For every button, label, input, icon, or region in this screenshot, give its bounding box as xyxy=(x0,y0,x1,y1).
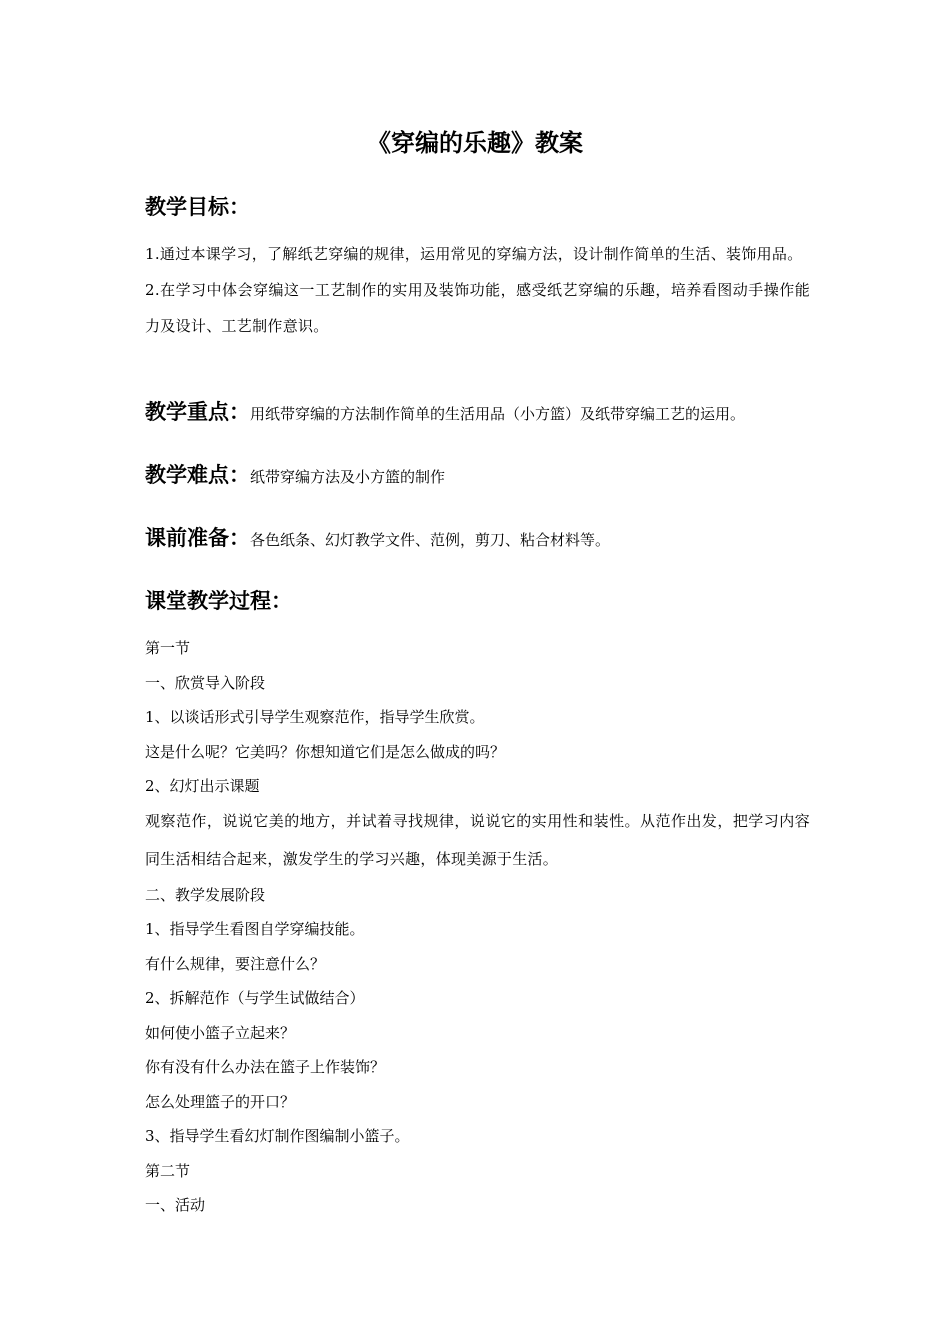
process-section xyxy=(145,586,810,616)
difficulty-text: 纸带穿编方法及小方篮的制作 xyxy=(250,468,446,486)
objective-item: 2.在学习中体会穿编这一工艺制作的实用及装饰功能，感受纸艺穿编的乐趣，培养看图动手操作能力及设计、工艺制作意识。 xyxy=(145,281,810,335)
process-line: 第一节 xyxy=(145,639,191,657)
preparation-text: 各色纸条、幻灯教学文件、范例，剪刀、粘合材料等。 xyxy=(250,531,611,549)
process-line: 怎么处理篮子的开口？ xyxy=(145,1092,296,1111)
process-line: 2、拆解范作（与学生试做结合） xyxy=(145,989,365,1007)
process-line: 2、幻灯出示课题 xyxy=(145,777,260,795)
process-line: 一、欣赏导入阶段 xyxy=(145,673,266,692)
process-paragraph: 观察范作，说说它美的地方，并试着寻找规律，说说它的实用性和装性。从范作出发，把学习内容同生活相结合起来，激发学生的学习兴趣，体现美源于生活。 xyxy=(145,811,810,868)
difficulty-label: 教学难点： xyxy=(145,463,250,487)
process-line: 如何使小篮子立起来？ xyxy=(145,1023,296,1042)
preparation-label: 课前准备： xyxy=(145,526,250,550)
process-line: 二、教学发展阶段 xyxy=(145,885,266,904)
process-line: 有什么规律，要注意什么？ xyxy=(145,954,326,973)
preparation-section xyxy=(145,522,810,552)
objectives-heading: 教学目标： xyxy=(145,195,250,219)
document-title: 《穿编的乐趣》教案 xyxy=(367,129,583,157)
process-line: 1、指导学生看图自学穿编技能。 xyxy=(145,920,365,938)
objective-item: 1.通过本课学习，了解纸艺穿编的规律，运用常见的穿编方法，设计制作简单的生活、装饰用品。 xyxy=(145,245,803,263)
process-heading: 课堂教学过程： xyxy=(145,589,292,613)
key-point-label: 教学重点： xyxy=(145,400,250,424)
objectives-section xyxy=(145,192,810,222)
key-point-section xyxy=(145,396,810,426)
key-point-text: 用纸带穿编的方法制作简单的生活用品（小方篮）及纸带穿编工艺的运用。 xyxy=(250,405,746,423)
process-line: 1、以谈话形式引导学生观察范作，指导学生欣赏。 xyxy=(145,708,485,726)
process-line: 一、活动 xyxy=(145,1196,206,1214)
process-line: 3、指导学生看幻灯制作图编制小篮子。 xyxy=(145,1127,410,1145)
process-body xyxy=(145,631,810,1223)
difficulty-section xyxy=(145,459,810,489)
process-line: 你有没有什么办法在篮子上作装饰？ xyxy=(145,1058,386,1076)
objectives-list xyxy=(145,236,810,344)
process-line: 第二节 xyxy=(145,1161,191,1180)
process-line: 这是什么呢？它美吗？你想知道它们是怎么做成的吗？ xyxy=(145,742,506,761)
